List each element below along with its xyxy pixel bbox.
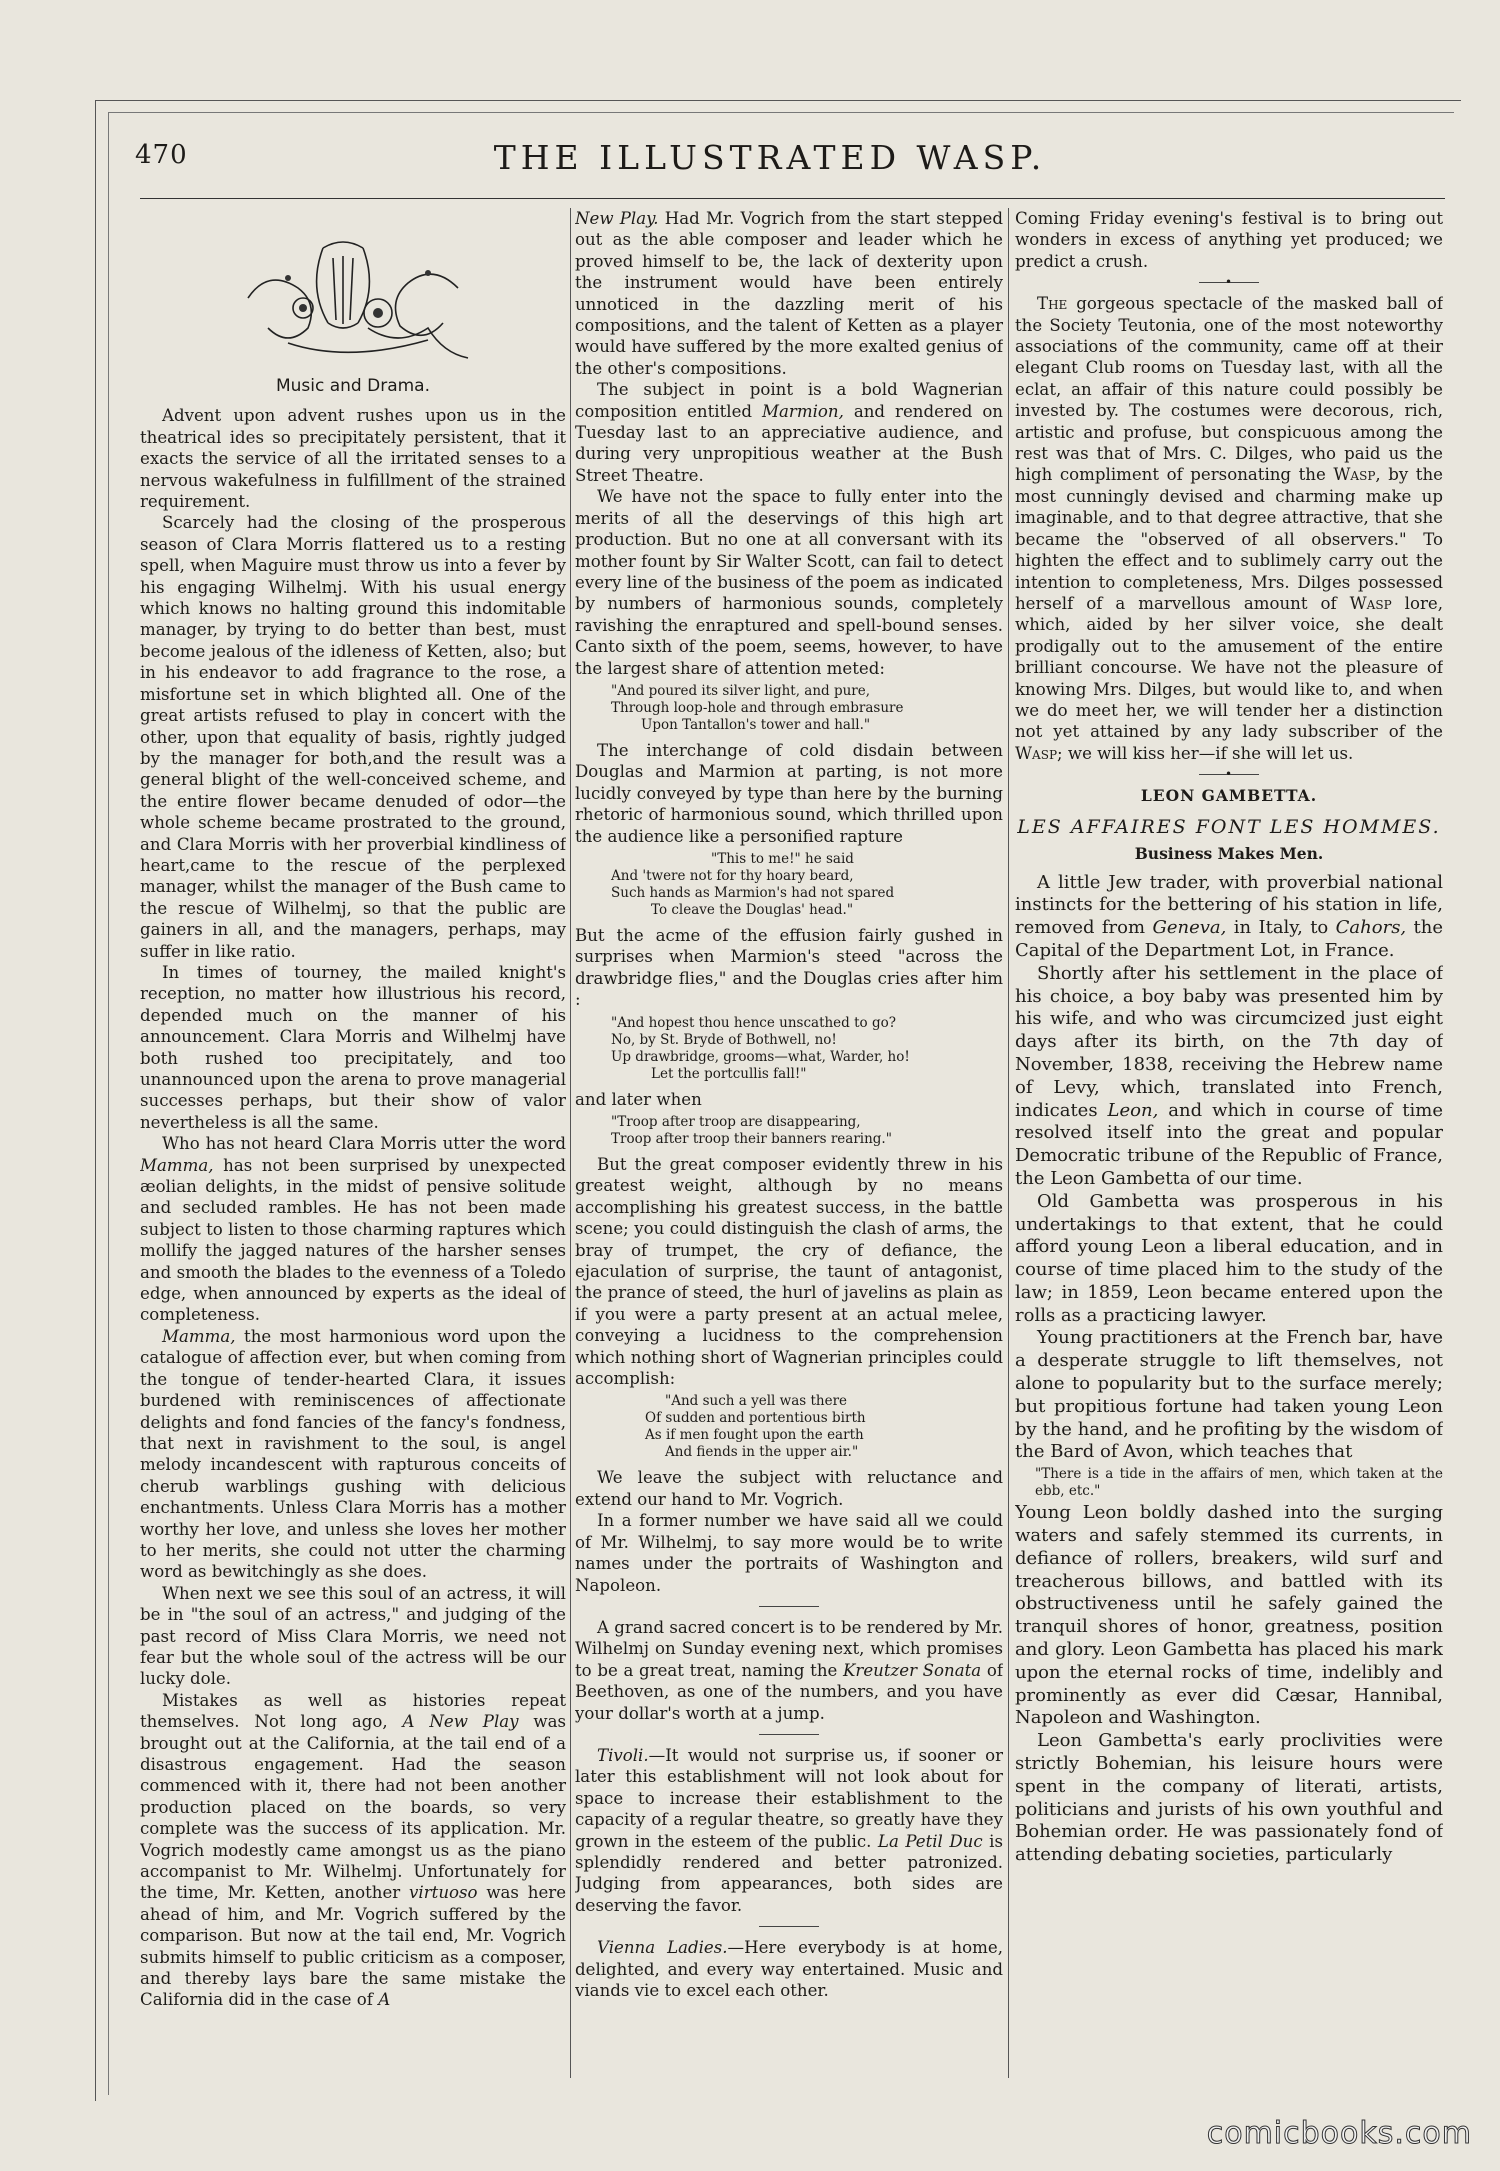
paragraph: But the acme of the effusion fairly gushed in surprises when Marmion's steed "across the drawbridge flies," and the Douglas cries after him : [575, 925, 1003, 1010]
paragraph: Shortly after his settlement in the place of his choice, a boy baby was presented him by his wife, and who was circumcized just eight days after its birth, on the 7th day of November, 1838, receiving the Hebrew name of Levy, which, translated into French, indicates Leon, and which in course of time resolved itself into the great and popular Democratic tribune of the Republic of France, the Leon Gambetta of our time. [1015, 962, 1443, 1189]
column-2 [575, 208, 1003, 2088]
verse-quote: "And poured its silver light, and pure, Through loop-hole and through embrasure Upon Tantallon's tower and hall." [611, 682, 904, 733]
paragraph: Tivoli.—It would not surprise us, if sooner or later this establishment will not look about for space to increase their establishment to the capacity of a regular theatre, so greatly have they grown in the esteem of the public. La Petil Duc is splendidly rendered and better patronized. Judging from appearances, both sides are deserving the favor. [575, 1745, 1003, 1915]
paragraph: The subject in point is a bold Wagnerian composition entitled Marmion, and rendered on Tuesday last to an appreciative audience, and during very unpropitious weather at the Bush Street Theatre. [575, 380, 1003, 485]
page-number: 470 [135, 140, 188, 170]
paragraph: Coming Friday evening's festival is to bring out wonders in excess of anything yet produced; we predict a crush. [1015, 209, 1443, 271]
paragraph: Mamma, the most harmonious word upon the catalogue of affection ever, but when coming from the tongue of tender-hearted Clara, it issues burdened with reminiscences of affectionate delights and fond fancies of the fancy's fondness, that next in ravishment to the soul, is angel melody incandescent with rapturous conceits of cherub warblings gushing with delicious enchantments. Unless Clara Morris has a mother worthy her love, and unless she loves her mother to her merits, she could not utter the charming word as bewitchingly as she does. [140, 1326, 566, 1582]
separator-rule [759, 1926, 819, 1927]
article-subheadline: LES AFFAIRES FONT LES HOMMES. [1017, 815, 1441, 838]
paragraph: The interchange of cold disdain between Douglas and Marmion at parting, is not more lucidly conveyed by type than here by the burning rhetoric of harmonious sound, which thrilled upon the audience like a personified rapture [575, 740, 1003, 846]
paragraph: The gorgeous spectacle of the masked ball of the Society Teutonia, one of the most noteworthy associations of the community, came off at their elegant Club rooms on Tuesday last, with all the eclat, an affair of this nature could possibly be invested by. The costumes were decorous, rich, artistic and profuse, but conspicuous among the rest was that of Mrs. C. Dilges, who paid us the high compliment of personating the Wasp, by the most cunningly devised and charming make up imaginable, and to that degree attractive, that she became the "observed of all observers." To highten the effect and to sublimely carry out the intention to completeness, Mrs. Dilges possessed herself of a marvellous amount of Wasp lore, which, aided by her silver voice, she dealt prodigally out to the amusement of the entire brilliant concourse. We have not the pleasure of knowing Mrs. Dilges, but would like to, and when we do meet her, we will tender her a distinction not yet attained by any lady subscriber of the Wasp; we will kiss her—if she will let us. [1015, 294, 1443, 763]
paragraph: and later when [575, 1089, 702, 1109]
column-divider [1008, 208, 1009, 2078]
column-3 [1015, 208, 1443, 2088]
paragraph: We have not the space to fully enter into the merits of all the deservings of this high art production. But no one at all conversant with its mother fount by Sir Walter Scott, can fail to detect every line of the business of the poem as indicated by numbers of harmonious sounds, completely ravishing the enraptured and spell-bound senses. Canto sixth of the poem, seems, however, to have the largest share of attention meted: [575, 487, 1003, 678]
block-quote: "There is a tide in the affairs of men, which taken at the ebb, etc." [1035, 1466, 1443, 1500]
paragraph: Mistakes as well as histories repeat themselves. Not long ago, A New Play was brought out at the California, at the tail end of a disastrous engagement. Had the season commenced with it, there had not been another production placed on the boards, so very complete was the success of its application. Mr. Vogrich modestly came amongst us as the piano accompanist to Mr. Wilhelmj. Unfortunately for the time, Mr. Ketten, another virtuoso was here ahead of him, and Mr. Vogrich suffered by the comparison. But now at the tail end, Mr. Vogrich submits himself to public criticism as a composer, and thereby lays bare the same mistake the California did in the case of A [140, 1690, 566, 2010]
header-rule [140, 198, 1445, 199]
separator-rule [1199, 282, 1259, 283]
paragraph: Young practitioners at the French bar, have a desperate struggle to lift themselves, not alone to popularity but to the surface merely; but propitious fortune had taken young Leon by the hand, and he profiting by the wisdom of the Bard of Avon, which teaches that [1015, 1327, 1443, 1463]
paragraph: We leave the subject with reluctance and extend our hand to Mr. Vogrich. [575, 1468, 1003, 1509]
verse-quote: "And such a yell was there Of sudden and portentious birth As if men fought upon the earth And fiends in the upper air." [645, 1393, 866, 1461]
paragraph: When next we see this soul of an actress, it will be in "the soul of an actress," and judging of the past record of Miss Clara Morris, we need not fear but the whole soul of the actress will be our lucky dole. [140, 1583, 566, 1689]
lyre-ornament-icon [228, 228, 478, 368]
verse-quote: "This to me!" he said And 'twere not for thy hoary beard, Such hands as Marmion's had not spared To cleave the Douglas' head." [611, 850, 895, 918]
paragraph: In a former number we have said all we could of Mr. Wilhelmj, to say more would be to write names under the portraits of Washington and Napoleon. [575, 1511, 1003, 1595]
article-headline: LEON GAMBETTA. [1140, 786, 1318, 806]
article-subtitle: Business Makes Men. [1134, 843, 1324, 863]
section-title: Music and Drama. [275, 376, 431, 396]
paragraph: A grand sacred concert is to be rendered by Mr. Wilhelmj on Sunday evening next, which promises to be a great treat, naming the Kreutzer Sonata of Beethoven, as one of the numbers, and you have your dollar's worth at a jump. [575, 1617, 1003, 1723]
paragraph: Leon Gambetta's early proclivities were strictly Bohemian, his leisure hours were spent in the company of literati, artists, politicians and jurists of his own youthful and Bohemian order. He was passionately fond of attending debating societies, particularly [1015, 1730, 1443, 1866]
watermark-text: comicbooks.com [1206, 2116, 1472, 2151]
separator-rule [759, 1606, 819, 1607]
paragraph: Advent upon advent rushes upon us in the theatrical ides so precipitately persistent, that it exacts the service of all the irritated senses to a nervous wakefulness in fulfillment of the strained requirement. [140, 406, 566, 512]
verse-quote: "And hopest thou hence unscathed to go? No, by St. Bryde of Bothwell, no! Up drawbridge, grooms—what, Warder, ho! Let the portcullis fall!" [611, 1014, 910, 1082]
column-1 [140, 208, 566, 2088]
paragraph: But the great composer evidently threw in his greatest weight, although by no means accomplishing his greatest success, in the battle scene; you could distinguish the clash of arms, the bray of trumpet, the cry of defiance, the ejaculation of surprise, the taunt of antagonist, the prance of steed, the hurl of javelins as plain as if you were a party present at an actual melee, conveying a lucidness to the comprehension which nothing short of Wagnerian principles could accomplish: [575, 1155, 1003, 1389]
paragraph: Scarcely had the closing of the prosperous season of Clara Morris flattered us to a resting spell, when Maguire must throw us into a fever by his engaging Wilhelmj. With his usual energy which knows no halting ground this indomitable manager, by trying to do better than best, must become jealous of the idleness of Ketten, also; but in his endeavor to add fragrance to the rose, a misfortune set in which blighted all. One of the great artists refused to play in concert with the other, upon that equality of basis, rightly judged by the manager for both,and the result was a general blight of the well-conceived scheme, and the entire flower became denuded of odor—the whole scheme became prostrated to the ground, and Clara Morris with her proverbial kindliness of heart,came to the rescue of the perplexed manager, whilst the manager of the Bush came to the rescue of Wilhelmj, so that the public are gainers in all, and the managers, perhaps, may suffer in like ratio. [140, 513, 566, 961]
column-divider [570, 208, 571, 2078]
paragraph: Young Leon boldly dashed into the surging waters and safely stemmed its currents, in defiance of rollers, breakers, wild surf and treacherous billows, and battled with its obstructiveness until he safely gained the tranquil shores of honor, greatness, position and glory. Leon Gambetta has placed his mark upon the eternal rocks of time, indelibly and prominently as ever did Cæsar, Hannibal, Napoleon and Washington. [1015, 1502, 1443, 1729]
masthead-title: THE ILLUSTRATED WASP. [493, 138, 1047, 177]
paragraph: Old Gambetta was prosperous in his undertakings to that extent, that he could afford young Leon a liberal education, and in course of time placed him to the study of the law; in 1859, Leon became entered upon the rolls as a practicing lawyer. [1015, 1190, 1443, 1326]
paragraph: Vienna Ladies.—Here everybody is at home, delighted, and every way entertained. Music and viands vie to excel each other. [575, 1938, 1003, 2000]
verse-quote: "Troop after troop are disappearing, Troop after troop their banners rearing." [611, 1114, 892, 1147]
paragraph: New Play. Had Mr. Vogrich from the start stepped out as the able composer and leader which he proved himself to be, the lack of dexterity upon the instrument would have been entirely unnoticed in the dazzling merit of his compositions, and the talent of Ketten as a player would have suffered by the more exalted genius of the other's compositions. [575, 209, 1003, 378]
paragraph: A little Jew trader, with proverbial national instincts for the bettering of his station in life, removed from Geneva, in Italy, to Cahors, the Capital of the Department Lot, in France. [1015, 871, 1443, 961]
separator-rule [759, 1734, 819, 1735]
separator-rule [1199, 774, 1259, 775]
paragraph: In times of tourney, the mailed knight's reception, no matter how illustrious his record, depended much on the manner of his announcement. Clara Morris and Wilhelmj have both rushed too precipitately, and too unannounced upon the arena to prove managerial successes perhaps, but their show of valor nevertheless is all the same. [140, 962, 566, 1132]
paragraph: Who has not heard Clara Morris utter the word Mamma, has not been surprised by unexpected æolian delights, in the midst of pensive solitude and secluded rambles. He has not been made subject to listen to those charming raptures which mollify the jagged natures of the harsher senses and smooth the blades to the evenness of a Toledo edge, when announced by experts as the ideal of completeness. [140, 1134, 566, 1325]
